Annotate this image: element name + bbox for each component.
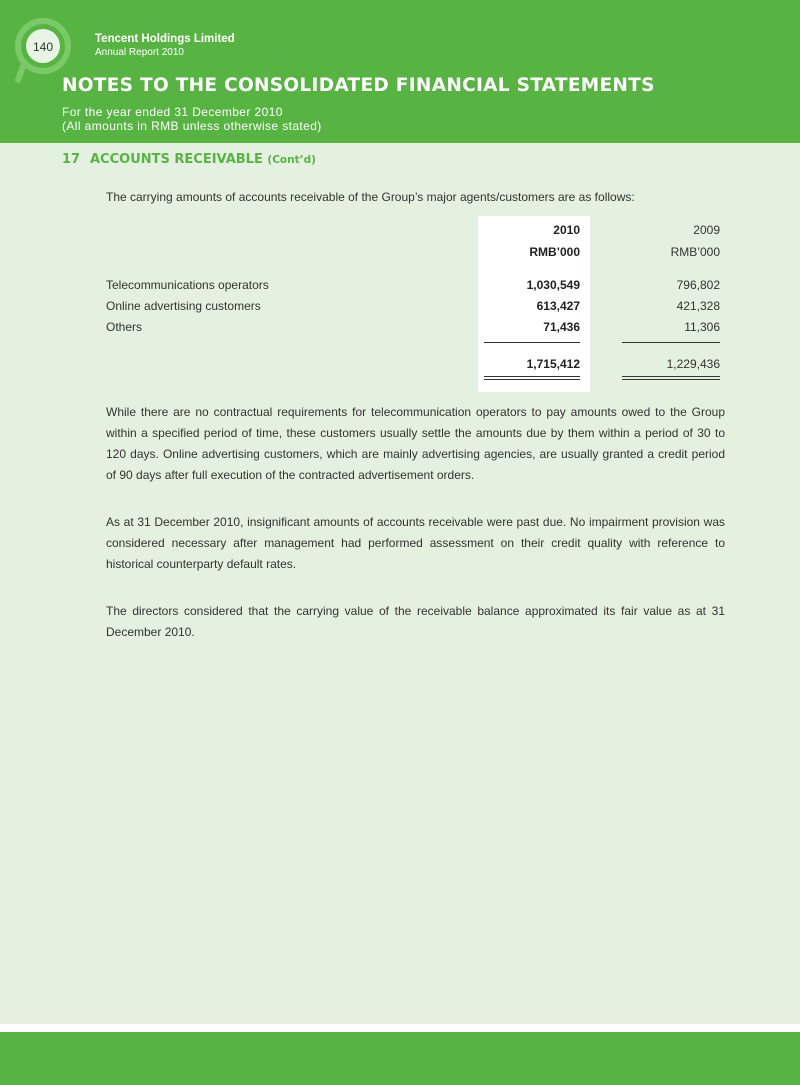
col-2010-year: 2010 [553, 223, 580, 237]
currency-note: (All amounts in RMB unless otherwise stated) [62, 119, 322, 133]
paragraph-fair-value: The directors considered that the carrying value of the receivable balance approximated its fair value as at 31 December 2010. [106, 604, 725, 639]
row-label: Others [106, 320, 143, 334]
row-value-2010: 613,427 [536, 299, 580, 313]
note-title: ACCOUNTS RECEIVABLE [90, 152, 263, 167]
col-2009-year: 2009 [693, 223, 720, 237]
intro-paragraph: The carrying amounts of accounts receivable of the Group’s major agents/customers are as follows: [106, 190, 635, 204]
footer-band [0, 1032, 800, 1085]
table-row [106, 318, 720, 336]
table-row [106, 276, 720, 294]
footer-divider [0, 1024, 800, 1032]
total-double-rule-2010 [484, 376, 580, 380]
subtotal-rule-2010 [484, 342, 580, 343]
section-title: NOTES TO THE CONSOLIDATED FINANCIAL STATEMENTS [62, 75, 655, 96]
total-2009: 1,229,436 [666, 357, 720, 371]
row-value-2009: 421,328 [676, 299, 720, 313]
row-value-2009: 796,802 [676, 278, 720, 292]
row-value-2009: 11,306 [684, 320, 720, 334]
paragraph-credit-terms: While there are no contractual requirements for telecommunication operators to pay amounts owed to the Group within a specified period of time, these customers usually settle the amounts due by them within a period of 30 to 120 days. Online advertising customers, which are mainly advertising agencies, are usually granted a credit period of 90 days after full execution of the contracted advertisement orders. [106, 405, 725, 482]
row-value-2010: 1,030,549 [526, 278, 580, 292]
subtotal-rule-2009 [622, 342, 720, 343]
row-label: Online advertising customers [106, 299, 261, 313]
table-header-year [106, 221, 720, 239]
note-heading [62, 152, 316, 167]
report-name: Annual Report 2010 [95, 47, 184, 58]
page-header [0, 0, 800, 143]
company-name: Tencent Holdings Limited [95, 33, 235, 45]
row-label: Telecommunications operators [106, 278, 269, 292]
total-double-rule-2009 [622, 376, 720, 380]
note-contd: (Cont’d) [267, 154, 316, 166]
paragraph-impairment: As at 31 December 2010, insignificant amounts of accounts receivable were past due. No impairment provision was considered necessary after management had performed assessment on their credit quality with reference to historical counterparty default rates. [106, 515, 725, 571]
total-2010: 1,715,412 [526, 357, 580, 371]
col-2010-unit: RMB’000 [529, 245, 580, 259]
table-header-unit [106, 243, 720, 261]
table-total-row [106, 355, 720, 373]
note-number: 17 [62, 152, 81, 167]
row-value-2010: 71,436 [543, 320, 580, 334]
table-row [106, 297, 720, 315]
col-2009-unit: RMB’000 [670, 245, 720, 259]
period-line: For the year ended 31 December 2010 [62, 105, 283, 119]
page-number: 140 [32, 40, 54, 54]
